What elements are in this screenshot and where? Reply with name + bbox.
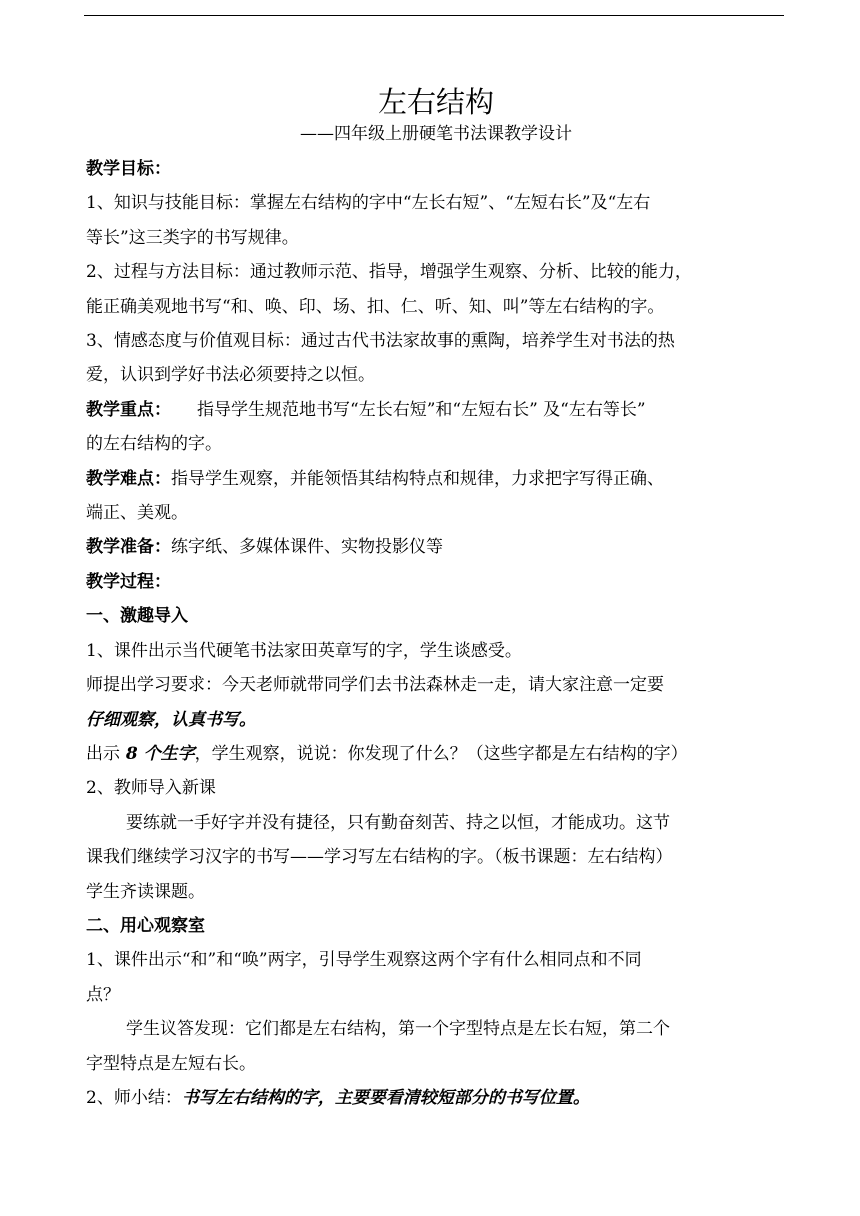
section-1-paragraph-4: 2、教师导入新课 — [86, 778, 216, 799]
preparation-label: 教学准备： — [86, 537, 171, 558]
section-1-paragraph-5-line-3: 学生齐读课题。 — [86, 881, 205, 902]
goal-item-3-line-2: 爱，认识到学好书法必须要持之以恒。 — [86, 365, 375, 386]
page-title: 左右结构 — [377, 85, 494, 119]
keypoints-line-1 — [86, 393, 786, 427]
section-1-paragraph-3 — [86, 737, 786, 771]
goal-item-2-line-1: 2、过程与方法目标：通过教师示范、指导，增强学生观察、分析、比较的能力， — [86, 262, 692, 283]
section-1-paragraph-3-emphasis: 8 个生字 — [120, 743, 195, 764]
goal-item-3-line-1: 3、情感态度与价值观目标：通过古代书法家故事的熏陶，培养学生对书法的热 — [86, 331, 675, 352]
header-rule — [84, 15, 784, 16]
section-1-paragraph-3-suffix: ，学生观察，说说：你发现了什么？（这些字都是左右结构的字） — [194, 743, 688, 764]
goal-item-2-line-2: 能正确美观地书写“和、唤、印、场、扣、仁、听、知、叫”等左右结构的字。 — [86, 296, 665, 317]
process-heading: 教学过程： — [86, 571, 171, 592]
keypoints-line-2: 的左右结构的字。 — [86, 434, 222, 455]
section-2-paragraph-1-line-1: 1、课件出示“和”和“唤”两字，引导学生观察这两个字有什么相同点和不同 — [86, 950, 642, 971]
goal-item-1-line-1: 1、知识与技能目标：掌握左右结构的字中“左长右短”、“左短右长”及“左右 — [86, 193, 651, 214]
preparation-line — [86, 530, 786, 564]
section-2-paragraph-3-prefix: 2、师小结： — [86, 1087, 182, 1108]
section-2-paragraph-2-line-2: 字型特点是左短右长。 — [86, 1053, 256, 1074]
section-1-paragraph-1: 1、课件出示当代硬笔书法家田英章写的字，学生谈感受。 — [86, 640, 522, 661]
section-1-paragraph-3-prefix: 出示 — [86, 743, 120, 764]
goal-item-1-line-2: 等长”这三类字的书写规律。 — [86, 227, 299, 248]
section-2-paragraph-1-line-2: 点？ — [86, 984, 120, 1005]
section-2-paragraph-2-line-1: 学生议答发现：它们都是左右结构，第一个字型特点是左长右短，第二个 — [126, 1019, 670, 1040]
difficulty-text: 指导学生观察，并能领悟其结构特点和规律，力求把字写得正确、 — [171, 468, 664, 489]
section-1-heading: 一、激趣导入 — [86, 606, 188, 627]
page-subtitle: ——四年级上册硬笔书法课教学设计 — [300, 124, 572, 144]
section-1-paragraph-5-line-1: 要练就一手好字并没有捷径，只有勤奋刻苦、持之以恒，才能成功。这节 — [126, 812, 670, 833]
section-2-paragraph-3 — [86, 1081, 786, 1115]
section-2-paragraph-3-emphasis: 书写左右结构的字，主要要看清较短部分的书写位置。 — [181, 1087, 590, 1108]
section-1-paragraph-5-line-2: 课我们继续学习汉字的书写——学习写左右结构的字。（板书课题：左右结构） — [86, 847, 673, 868]
section-1-paragraph-2-emphasis: 仔细观察，认真书写。 — [86, 709, 256, 730]
difficulty-line-2: 端正、美观。 — [86, 503, 188, 524]
keypoints-label: 教学重点： — [86, 399, 171, 420]
section-1-paragraph-2-line-1: 师提出学习要求：今天老师就带同学们去书法森林走一走，请大家注意一定要 — [86, 675, 664, 696]
section-2-heading: 二、用心观察室 — [86, 915, 205, 936]
keypoints-text: 指导学生规范地书写“左长右短”和“左短右长” 及“左右等长” — [197, 399, 646, 420]
document-body — [86, 84, 786, 1115]
difficulty-line-1 — [86, 462, 786, 496]
goals-heading: 教学目标： — [86, 159, 171, 179]
preparation-text: 练字纸、多媒体课件、实物投影仪等 — [171, 537, 443, 558]
difficulty-label: 教学难点： — [86, 468, 171, 489]
